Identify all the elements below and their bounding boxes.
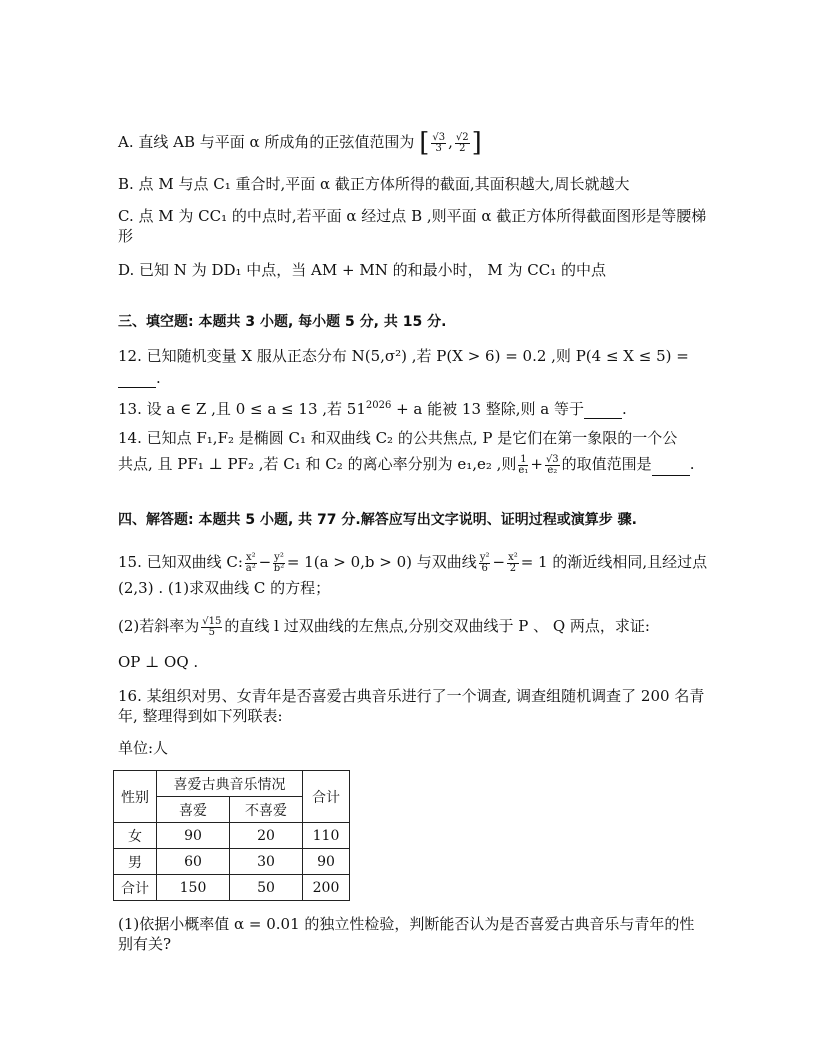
option-b: B. 点 M 与点 C₁ 重合时,平面 α 截正方体所得的截面,其面积越大,周长就越大	[118, 175, 630, 193]
question-13-post: + a 能被 13 整除,则 a 等于	[391, 400, 585, 418]
table-header-dislike: 不喜爱	[230, 797, 303, 823]
question-13-answer-blank[interactable]	[584, 404, 622, 419]
table-header-total: 合计	[303, 771, 350, 823]
option-a	[118, 128, 708, 158]
question-15-p2-post: 的直线 l 过双曲线的左焦点,分别交双曲线于 P 、 Q 两点，求证:	[224, 617, 650, 635]
question-14-f2-den: e₂	[547, 464, 558, 476]
section3-title: 三、填空题: 本题共 3 小题, 每小题 5 分, 共 15 分.	[118, 314, 447, 330]
option-a-fraction-1	[431, 133, 446, 154]
question-14-plus: +	[530, 455, 543, 473]
option-a-text: A. 直线 AB 与平面 α 所成角的正弦值范围为	[118, 133, 415, 151]
table-cell-dislike: 50	[230, 875, 303, 901]
question-15-f4-den: 2	[509, 562, 517, 574]
question-16-text: 16. 某组织对男、女青年是否喜爱古典音乐进行了一个调查, 调查组随机调查了 200 名青年, 整理得到如下列联表:	[118, 687, 705, 725]
question-13-exponent: 2026	[365, 400, 392, 411]
question-16-part1: (1)依据小概率值 α = 0.01 的独立性检验，判断能否认为是否喜爱古典音乐与青年的性别有关?	[118, 915, 695, 953]
question-12-line2	[118, 368, 708, 388]
option-a-bracket-open: [	[419, 128, 430, 158]
table-cell-dislike: 30	[230, 849, 303, 875]
table-row-label: 合计	[114, 875, 157, 901]
table-row	[114, 849, 350, 875]
table-cell-dislike: 20	[230, 823, 303, 849]
question-15-p2-pre: (2)若斜率为	[118, 617, 200, 635]
question-15-post: = 1 的渐近线相同,且经过点	[520, 553, 708, 571]
table-header-gender: 性别	[114, 771, 157, 823]
question-15-part2-end: OP ⊥ OQ .	[118, 653, 199, 671]
question-15-pre: 15. 已知双曲线 C:	[118, 553, 243, 571]
table-cell-total: 90	[303, 849, 350, 875]
option-d: D. 已知 N 为 DD₁ 中点，当 AM + MN 的和最小时， M 为 CC₁ 的中点	[118, 261, 607, 279]
question-15-f3-num: y²	[479, 551, 490, 563]
table-header-group: 喜爱古典音乐情况	[157, 771, 303, 797]
question-13	[118, 396, 708, 419]
option-a-f2-num: √2	[455, 131, 469, 143]
table-cell-like: 90	[157, 823, 230, 849]
question-12-end: .	[156, 369, 161, 387]
table-header-row-1	[114, 771, 350, 797]
question-15-part2	[118, 616, 708, 638]
option-a-fraction-2	[455, 133, 470, 154]
option-a-f1-num: √3	[432, 131, 446, 143]
question-14-end: .	[689, 455, 695, 473]
question-14-line2	[118, 454, 708, 476]
question-12-answer-blank[interactable]	[118, 373, 156, 388]
question-15-fraction-2	[273, 553, 285, 574]
question-15-f2-num: y²	[274, 551, 284, 563]
question-15-slope-num: √15	[202, 615, 222, 627]
table-cell-like: 150	[157, 875, 230, 901]
question-14-line1: 14. 已知点 F₁,F₂ 是椭圆 C₁ 和双曲线 C₂ 的公共焦点, P 是它们在第一象限的一个公	[118, 429, 678, 447]
option-c: C. 点 M 为 CC₁ 的中点时,若平面 α 经过点 B ,则平面 α 截正方体所得截面图形是等腰梯形	[118, 207, 707, 245]
table-cell-total: 200	[303, 875, 350, 901]
table-cell-like: 60	[157, 849, 230, 875]
question-15-line2: (2,3) . (1)求双曲线 C 的方程；	[118, 579, 331, 597]
question-14-f1-den: e₁	[518, 464, 529, 476]
question-14-line2-post: 的取值范围是	[561, 455, 652, 473]
question-15-minus: −	[258, 553, 272, 571]
question-14-f1-num: 1	[520, 453, 527, 465]
question-15-fraction-3	[479, 553, 491, 574]
contingency-table	[113, 770, 350, 901]
question-12-line1: 12. 已知随机变量 X 服从正态分布 N(5,σ²) ,若 P(X > 6) = 0.2 ,则 P(4 ≤ X ≤ 5) =	[118, 347, 689, 365]
question-14-line2-pre: 共点, 且 PF₁ ⊥ PF₂ ,若 C₁ 和 C₂ 的离心率分别为 e₁,e₂ ,则	[118, 455, 517, 473]
question-15-f1-den: a²	[245, 562, 256, 574]
question-15-line1	[118, 552, 708, 574]
section4-title: 四、解答题: 本题共 5 小题, 共 77 分.解答应写出文字说明、证明过程或演算步 骤.	[118, 512, 637, 528]
table-row-label: 女	[114, 823, 157, 849]
question-15-f1-num: x²	[245, 551, 256, 563]
option-a-f1-den: 3	[435, 142, 442, 154]
question-15-slope-den: 5	[208, 626, 215, 638]
question-15-fraction-1	[245, 553, 257, 574]
table-row	[114, 823, 350, 849]
question-15-f2-den: b²	[273, 562, 285, 574]
question-13-pre: 13. 设 a ∈ Z ,且 0 ≤ a ≤ 13 ,若 51	[118, 400, 366, 418]
option-a-bracket-close: ]	[471, 128, 482, 158]
question-15-minus-2: −	[492, 553, 506, 571]
question-14-f2-num: √3	[545, 453, 559, 465]
table-header-like: 喜爱	[157, 797, 230, 823]
question-13-end: .	[622, 400, 627, 418]
question-15-f4-num: x²	[508, 551, 518, 563]
table-row	[114, 875, 350, 901]
table-unit: 单位:人	[118, 739, 169, 757]
question-14-answer-blank[interactable]	[652, 461, 690, 476]
question-15-mid: = 1(a > 0,b > 0) 与双曲线	[286, 553, 477, 571]
table-row-label: 男	[114, 849, 157, 875]
question-14-fraction-1	[518, 455, 528, 476]
option-a-comma: ,	[448, 133, 453, 151]
option-a-f2-den: 2	[459, 142, 466, 154]
question-15-f3-den: 6	[481, 562, 488, 574]
question-15-slope-fraction	[201, 617, 222, 638]
question-14-fraction-2	[545, 455, 560, 476]
table-cell-total: 110	[303, 823, 350, 849]
question-15-fraction-4	[507, 553, 519, 574]
